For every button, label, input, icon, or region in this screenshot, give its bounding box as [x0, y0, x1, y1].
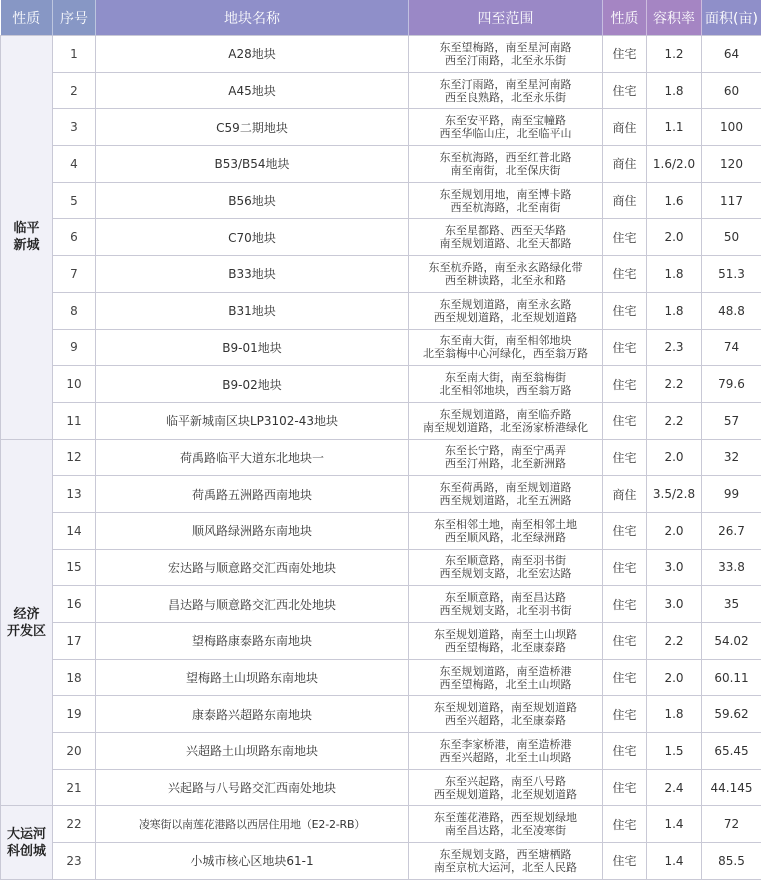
zone-label: 临平 新城: [1, 36, 53, 440]
table-row: [1, 72, 761, 109]
table-body: [1, 36, 761, 880]
parcel-boundaries: [409, 439, 603, 476]
parcel-name: 望梅路康泰路东南地块: [96, 623, 409, 660]
boundary-line-2: 西至汀州路，北至新洲路: [409, 457, 602, 470]
row-number: 6: [53, 219, 96, 256]
floor-area-ratio: 2.0: [647, 512, 702, 549]
boundary-line-2: 北至相邻地块，西至翁万路: [409, 384, 602, 397]
boundary-line-2: 西至规划支路，北至羽书街: [409, 604, 602, 617]
land-use-type: 住宅: [603, 586, 647, 623]
parcel-name: B9-02地块: [96, 366, 409, 403]
parcel-area: 33.8: [702, 549, 761, 586]
parcel-boundaries: [409, 182, 603, 219]
parcel-boundaries: [409, 769, 603, 806]
land-use-type: 商住: [603, 146, 647, 183]
row-number: 16: [53, 586, 96, 623]
land-use-type: 住宅: [603, 256, 647, 293]
zone-label: 经济 开发区: [1, 439, 53, 806]
table-row: [1, 696, 761, 733]
row-number: 9: [53, 329, 96, 366]
boundary-line-2: 西至规划道路，北至五洲路: [409, 494, 602, 507]
table-row: [1, 329, 761, 366]
boundary-line-2: 西至兴超路，北至康泰路: [409, 714, 602, 727]
parcel-area: 65.45: [702, 733, 761, 770]
row-number: 13: [53, 476, 96, 513]
table-row: [1, 366, 761, 403]
boundary-line-1: 东至南大街，南至相邻地块: [409, 334, 602, 347]
header-range: 四至范围: [409, 0, 603, 36]
table-row: [1, 512, 761, 549]
parcel-name: 凌寒街以南莲花港路以西居住用地（E2-2-RB）: [96, 806, 409, 843]
land-use-type: 住宅: [603, 549, 647, 586]
parcel-boundaries: [409, 659, 603, 696]
floor-area-ratio: 1.8: [647, 292, 702, 329]
parcel-name: B53/B54地块: [96, 146, 409, 183]
row-number: 20: [53, 733, 96, 770]
floor-area-ratio: 3.0: [647, 549, 702, 586]
parcel-boundaries: [409, 72, 603, 109]
parcel-boundaries: [409, 733, 603, 770]
parcel-name: 小城市核心区地块61-1: [96, 843, 409, 880]
header-name: 地块名称: [96, 0, 409, 36]
floor-area-ratio: 1.5: [647, 733, 702, 770]
parcel-boundaries: [409, 476, 603, 513]
parcel-area: 32: [702, 439, 761, 476]
boundary-line-1: 东至兴起路，南至八号路: [409, 775, 602, 788]
boundary-line-1: 东至顺意路，南至昌达路: [409, 591, 602, 604]
parcel-area: 44.145: [702, 769, 761, 806]
parcel-area: 50: [702, 219, 761, 256]
parcel-name: 康泰路兴超路东南地块: [96, 696, 409, 733]
parcel-name: 宏达路与顺意路交汇西南处地块: [96, 549, 409, 586]
parcel-area: 54.02: [702, 623, 761, 660]
boundary-line-2: 西至望梅路，北至康泰路: [409, 641, 602, 654]
floor-area-ratio: 2.3: [647, 329, 702, 366]
land-use-type: 商住: [603, 476, 647, 513]
boundary-line-2: 南至昌达路，北至凌寒街: [409, 824, 602, 837]
row-number: 7: [53, 256, 96, 293]
row-number: 14: [53, 512, 96, 549]
boundary-line-2: 西至华临山庄，北至临平山: [409, 127, 602, 140]
land-use-type: 住宅: [603, 292, 647, 329]
parcel-boundaries: [409, 366, 603, 403]
land-use-type: 住宅: [603, 806, 647, 843]
floor-area-ratio: 1.8: [647, 72, 702, 109]
parcel-name: 临平新城南区块LP3102-43地块: [96, 402, 409, 439]
boundary-line-1: 东至规划道路，南至土山坝路: [409, 628, 602, 641]
row-number: 4: [53, 146, 96, 183]
header-number: 序号: [53, 0, 96, 36]
floor-area-ratio: 1.8: [647, 696, 702, 733]
row-number: 12: [53, 439, 96, 476]
floor-area-ratio: 1.2: [647, 36, 702, 73]
land-use-type: 住宅: [603, 843, 647, 880]
land-use-type: 住宅: [603, 72, 647, 109]
land-use-type: 住宅: [603, 769, 647, 806]
row-number: 1: [53, 36, 96, 73]
header-area: 面积(亩): [702, 0, 761, 36]
floor-area-ratio: 1.4: [647, 806, 702, 843]
boundary-line-2: 北至翁梅中心河绿化，西至翁万路: [409, 347, 602, 360]
boundary-line-1: 东至顺意路，南至羽书街: [409, 554, 602, 567]
boundary-line-2: 西至汀雨路，北至永乐街: [409, 54, 602, 67]
zone-label: 大运河 科创城: [1, 806, 53, 879]
floor-area-ratio: 2.4: [647, 769, 702, 806]
parcel-area: 64: [702, 36, 761, 73]
boundary-line-2: 西至良熟路，北至永乐街: [409, 91, 602, 104]
land-use-type: 住宅: [603, 439, 647, 476]
row-number: 3: [53, 109, 96, 146]
row-number: 19: [53, 696, 96, 733]
land-use-type: 住宅: [603, 659, 647, 696]
floor-area-ratio: 1.8: [647, 256, 702, 293]
parcel-area: 51.3: [702, 256, 761, 293]
boundary-line-2: 西至规划道路，北至规划道路: [409, 788, 602, 801]
boundary-line-2: 西至规划道路，北至规划道路: [409, 311, 602, 324]
parcel-name: 望梅路土山坝路东南地块: [96, 659, 409, 696]
boundary-line-1: 东至规划道路，南至规划道路: [409, 701, 602, 714]
parcel-boundaries: [409, 549, 603, 586]
row-number: 23: [53, 843, 96, 880]
parcel-boundaries: [409, 402, 603, 439]
parcel-boundaries: [409, 219, 603, 256]
parcel-area: 100: [702, 109, 761, 146]
table-row: [1, 439, 761, 476]
row-number: 18: [53, 659, 96, 696]
parcel-name: C70地块: [96, 219, 409, 256]
boundary-line-1: 东至南大街，南至翁梅街: [409, 371, 602, 384]
parcel-name: B9-01地块: [96, 329, 409, 366]
row-number: 2: [53, 72, 96, 109]
parcel-boundaries: [409, 146, 603, 183]
parcel-boundaries: [409, 292, 603, 329]
table-row: [1, 402, 761, 439]
parcel-boundaries: [409, 256, 603, 293]
boundary-line-1: 东至规划支路，西至塘栖路: [409, 848, 602, 861]
parcel-name: 荷禹路五洲路西南地块: [96, 476, 409, 513]
parcel-boundaries: [409, 36, 603, 73]
parcel-name: A28地块: [96, 36, 409, 73]
land-use-type: 住宅: [603, 402, 647, 439]
table-row: [1, 292, 761, 329]
parcel-boundaries: [409, 329, 603, 366]
land-use-type: 住宅: [603, 512, 647, 549]
row-number: 17: [53, 623, 96, 660]
floor-area-ratio: 2.0: [647, 219, 702, 256]
boundary-line-2: 南至京杭大运河，北至人民路: [409, 861, 602, 874]
land-use-type: 住宅: [603, 733, 647, 770]
row-number: 5: [53, 182, 96, 219]
land-use-type: 住宅: [603, 219, 647, 256]
parcel-area: 79.6: [702, 366, 761, 403]
parcel-boundaries: [409, 843, 603, 880]
floor-area-ratio: 3.5/2.8: [647, 476, 702, 513]
floor-area-ratio: 2.0: [647, 439, 702, 476]
parcel-name: 昌达路与顺意路交汇西北处地块: [96, 586, 409, 623]
parcel-area: 26.7: [702, 512, 761, 549]
boundary-line-2: 南至规划道路、北至天都路: [409, 237, 602, 250]
table-row: [1, 109, 761, 146]
land-use-type: 商住: [603, 109, 647, 146]
boundary-line-1: 东至杭海路，西至红普北路: [409, 151, 602, 164]
boundary-line-2: 西至望梅路，北至土山坝路: [409, 678, 602, 691]
boundary-line-2: 西至杭海路，北至南街: [409, 201, 602, 214]
floor-area-ratio: 1.6: [647, 182, 702, 219]
table-row: [1, 36, 761, 73]
parcel-area: 117: [702, 182, 761, 219]
parcel-area: 60.11: [702, 659, 761, 696]
parcel-area: 74: [702, 329, 761, 366]
boundary-line-1: 东至规划道路，南至永玄路: [409, 298, 602, 311]
parcel-name: 顺风路绿洲路东南地块: [96, 512, 409, 549]
parcel-boundaries: [409, 696, 603, 733]
parcel-name: B31地块: [96, 292, 409, 329]
header-far: 容积率: [647, 0, 702, 36]
table-row: [1, 769, 761, 806]
parcel-area: 85.5: [702, 843, 761, 880]
table-row: [1, 623, 761, 660]
boundary-line-2: 南至规划道路，北至汤家桥港绿化: [409, 421, 602, 434]
boundary-line-1: 东至规划道路，南至临乔路: [409, 408, 602, 421]
boundary-line-1: 东至星都路、西至天华路: [409, 224, 602, 237]
boundary-line-1: 东至望梅路，南至星河南路: [409, 41, 602, 54]
land-use-type: 住宅: [603, 696, 647, 733]
parcel-name: 荷禹路临平大道东北地块一: [96, 439, 409, 476]
boundary-line-1: 东至李家桥港，南至造桥港: [409, 738, 602, 751]
boundary-line-2: 西至兴超路，北至土山坝路: [409, 751, 602, 764]
floor-area-ratio: 1.6/2.0: [647, 146, 702, 183]
table-row: [1, 476, 761, 513]
land-use-type: 住宅: [603, 366, 647, 403]
parcel-area: 48.8: [702, 292, 761, 329]
floor-area-ratio: 2.2: [647, 623, 702, 660]
floor-area-ratio: 2.0: [647, 659, 702, 696]
table-row: [1, 733, 761, 770]
parcel-area: 72: [702, 806, 761, 843]
land-use-type: 住宅: [603, 623, 647, 660]
boundary-line-1: 东至长宁路，南至宁禹弄: [409, 444, 602, 457]
parcel-name: 兴起路与八号路交汇西南处地块: [96, 769, 409, 806]
parcel-boundaries: [409, 512, 603, 549]
row-number: 21: [53, 769, 96, 806]
table-header-row: [1, 0, 761, 36]
table-row: [1, 843, 761, 880]
parcel-name: A45地块: [96, 72, 409, 109]
row-number: 22: [53, 806, 96, 843]
land-use-type: 商住: [603, 182, 647, 219]
parcel-area: 57: [702, 402, 761, 439]
table-row: [1, 182, 761, 219]
boundary-line-2: 西至顺风路，北至绿洲路: [409, 531, 602, 544]
parcel-area: 99: [702, 476, 761, 513]
table-row: [1, 256, 761, 293]
boundary-line-1: 东至莲花港路，西至规划绿地: [409, 811, 602, 824]
parcel-boundaries: [409, 586, 603, 623]
row-number: 8: [53, 292, 96, 329]
boundary-line-1: 东至杭乔路，南至永玄路绿化带: [409, 261, 602, 274]
floor-area-ratio: 3.0: [647, 586, 702, 623]
table-row: [1, 146, 761, 183]
row-number: 15: [53, 549, 96, 586]
land-use-type: 住宅: [603, 36, 647, 73]
header-zone: 性质: [1, 0, 53, 36]
parcel-area: 35: [702, 586, 761, 623]
boundary-line-1: 东至规划道路，南至造桥港: [409, 665, 602, 678]
parcel-boundaries: [409, 806, 603, 843]
boundary-line-1: 东至荷禹路，南至规划道路: [409, 481, 602, 494]
table-row: [1, 806, 761, 843]
boundary-line-2: 南至南街，北至保庆街: [409, 164, 602, 177]
boundary-line-1: 东至规划用地，南至博卡路: [409, 188, 602, 201]
parcel-name: 兴超路土山坝路东南地块: [96, 733, 409, 770]
floor-area-ratio: 1.1: [647, 109, 702, 146]
parcel-name: B56地块: [96, 182, 409, 219]
table-row: [1, 659, 761, 696]
parcel-area: 60: [702, 72, 761, 109]
parcel-boundaries: [409, 109, 603, 146]
boundary-line-2: 西至耕读路，北至永和路: [409, 274, 602, 287]
table-row: [1, 219, 761, 256]
floor-area-ratio: 2.2: [647, 402, 702, 439]
header-type: 性质: [603, 0, 647, 36]
table-row: [1, 586, 761, 623]
land-use-type: 住宅: [603, 329, 647, 366]
floor-area-ratio: 2.2: [647, 366, 702, 403]
parcel-name: B33地块: [96, 256, 409, 293]
boundary-line-1: 东至相邻土地，南至相邻土地: [409, 518, 602, 531]
parcel-boundaries: [409, 623, 603, 660]
parcel-area: 120: [702, 146, 761, 183]
boundary-line-1: 东至汀雨路，南至星河南路: [409, 78, 602, 91]
row-number: 11: [53, 402, 96, 439]
boundary-line-1: 东至安平路，南至宝幢路: [409, 114, 602, 127]
boundary-line-2: 西至规划支路，北至宏达路: [409, 567, 602, 580]
parcel-name: C59二期地块: [96, 109, 409, 146]
floor-area-ratio: 1.4: [647, 843, 702, 880]
parcel-area: 59.62: [702, 696, 761, 733]
row-number: 10: [53, 366, 96, 403]
table-row: [1, 549, 761, 586]
